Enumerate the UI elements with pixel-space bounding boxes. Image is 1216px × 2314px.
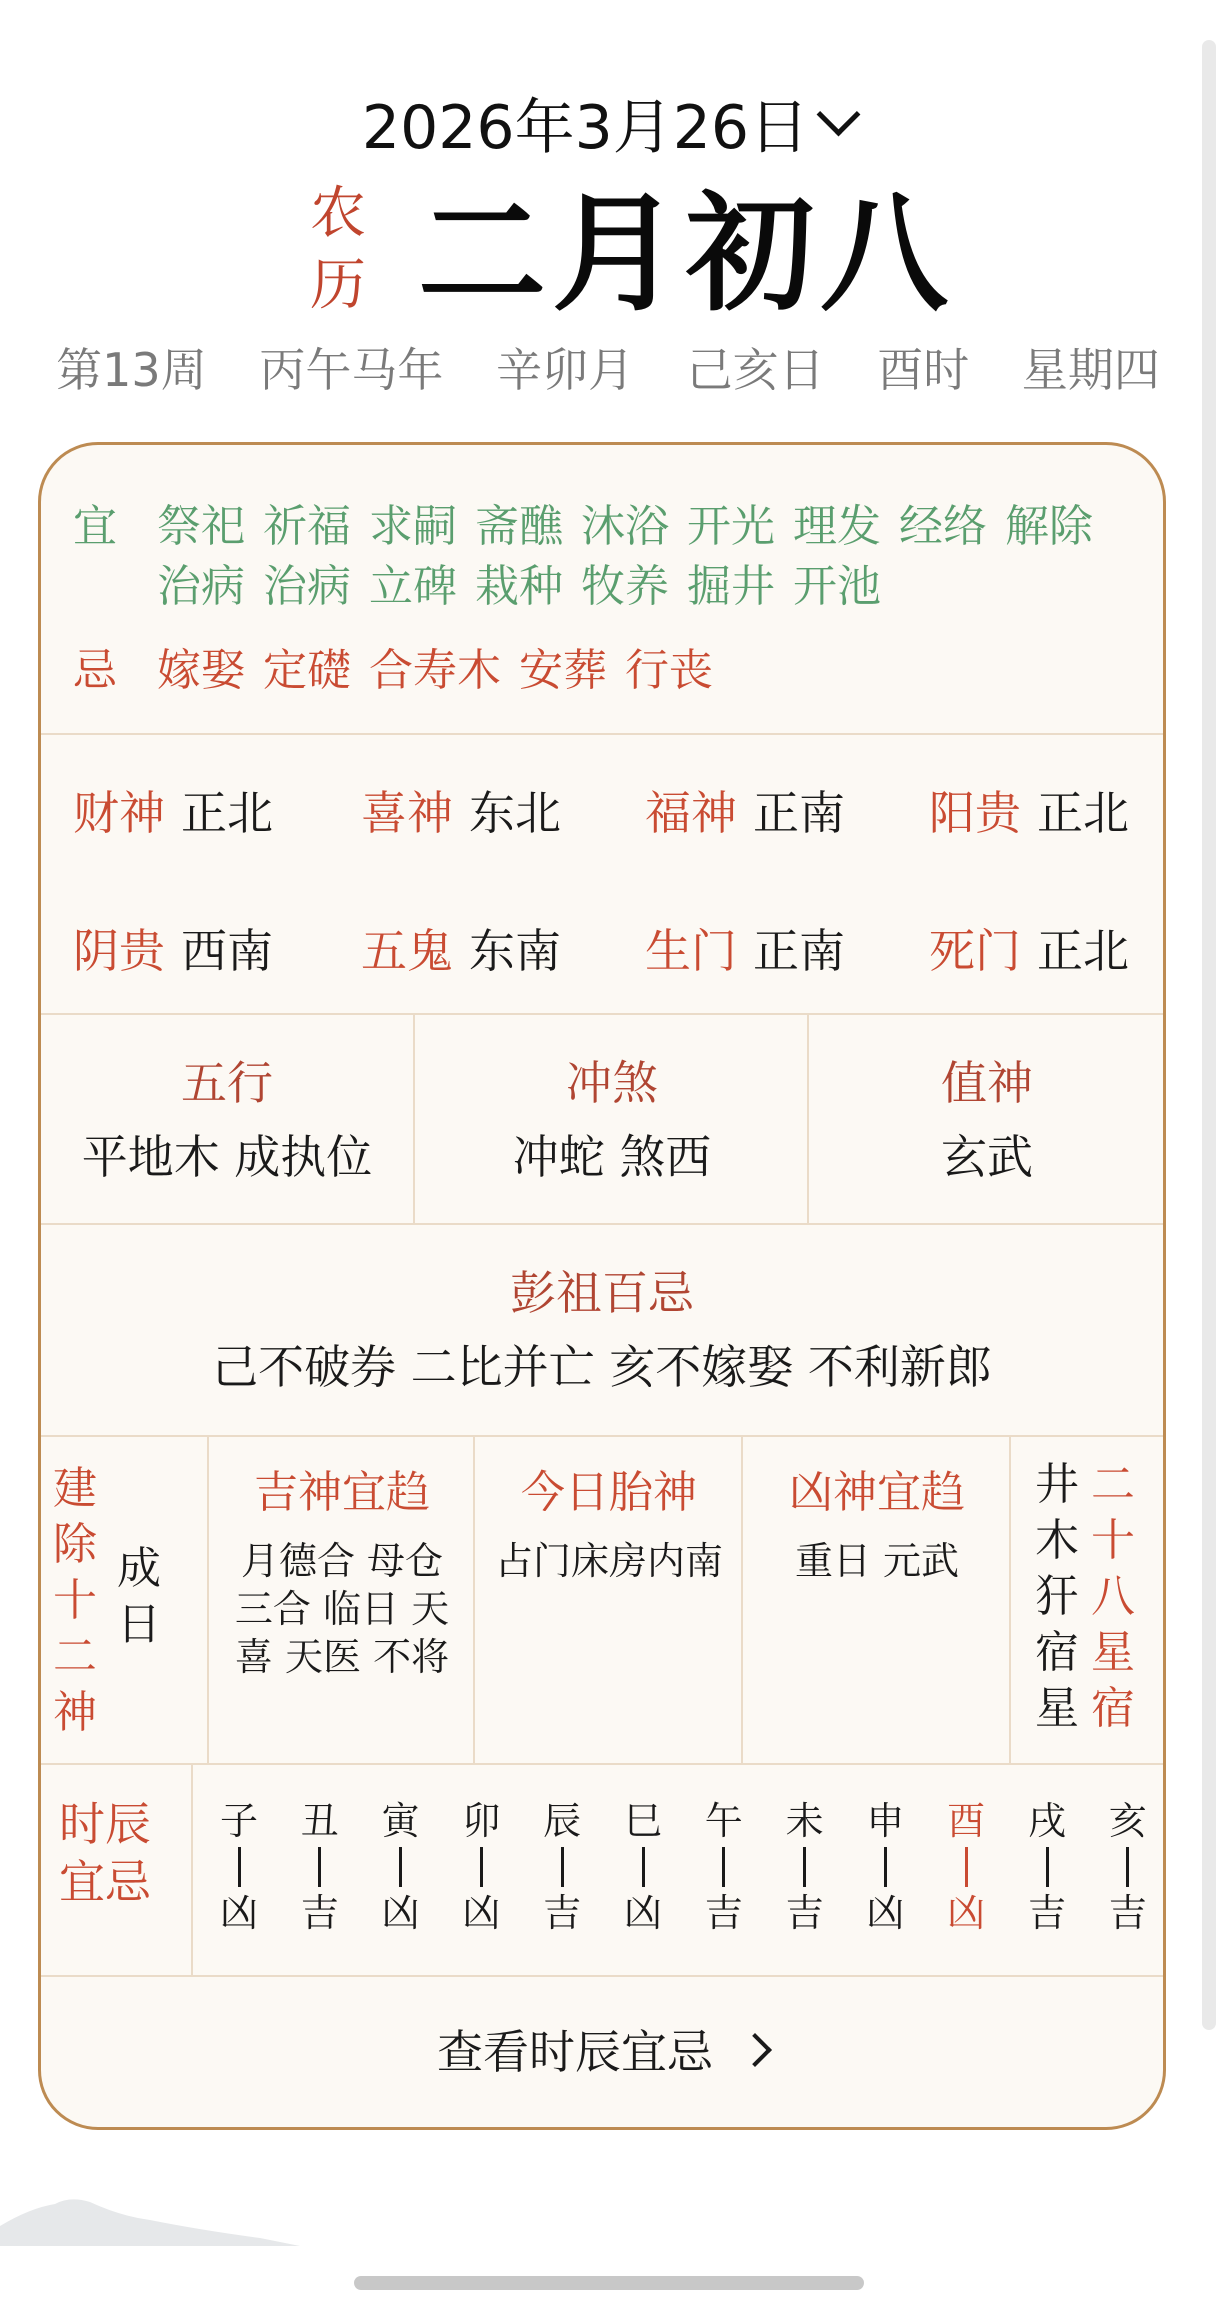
god-direction: 正南 (753, 924, 845, 978)
chevron-down-icon (817, 93, 861, 137)
hour-item (451, 1799, 511, 1935)
pengzu-title: 彭祖百忌 (510, 1266, 694, 1320)
hour-item (209, 1799, 269, 1935)
god-direction-item (929, 783, 1129, 843)
ji-item: 行丧 (625, 645, 713, 696)
gods-directions-section (41, 735, 1163, 1015)
home-indicator[interactable] (354, 2276, 864, 2290)
jianchu-label: 建除十二神 (53, 1463, 97, 1738)
yi-item: 理发 (793, 501, 881, 552)
yi-item: 求嗣 (369, 501, 457, 552)
date-info-line (0, 340, 1216, 400)
date-selector[interactable] (0, 88, 1216, 168)
hour-luck: 吉 (1027, 1891, 1066, 1935)
xiongshen-title: 凶神宜趋 (789, 1467, 965, 1518)
xingxiu-cell (1009, 1437, 1165, 1763)
hour-divider (803, 1847, 806, 1887)
ji-item: 合寿木 (369, 645, 501, 696)
xiongshen-cell (741, 1437, 1011, 1763)
hour-luck: 吉 (785, 1891, 824, 1935)
hour-branch: 未 (785, 1799, 824, 1843)
hour-branch: 寅 (381, 1799, 420, 1843)
yi-item: 沐浴 (581, 501, 669, 552)
hour-branch: 亥 (1108, 1799, 1147, 1843)
hour-item (371, 1799, 431, 1935)
chongsha-title: 冲煞 (566, 1056, 658, 1110)
hour-divider (318, 1847, 321, 1887)
hour-branch: 巳 (623, 1799, 662, 1843)
day-ganzhi: 己亥日 (686, 343, 825, 397)
year-ganzhi: 丙午马年 (259, 343, 444, 397)
hour-divider (480, 1847, 483, 1887)
god-direction: 东北 (469, 786, 561, 840)
hours-section (41, 1765, 1163, 1977)
hour-luck: 凶 (462, 1891, 501, 1935)
god-name: 阳贵 (929, 786, 1021, 840)
hour-divider (965, 1847, 968, 1887)
yiji-section (41, 445, 1163, 735)
god-direction-item (645, 783, 845, 843)
jishen-cell (207, 1437, 475, 1763)
god-direction-item (73, 921, 273, 981)
hour-item (694, 1799, 754, 1935)
yi-items (157, 497, 1157, 617)
hour-item (855, 1799, 915, 1935)
jianchu-value: 成日 (117, 1543, 161, 1650)
hour-divider (561, 1847, 564, 1887)
hour-item (775, 1799, 835, 1935)
lunar-tag-char: 历 (310, 253, 366, 318)
god-direction: 正北 (1037, 786, 1129, 840)
yi-item: 斋醮 (475, 501, 563, 552)
hour-divider (1046, 1847, 1049, 1887)
hour-divider (884, 1847, 887, 1887)
hour-item (1017, 1799, 1077, 1935)
jishen-title: 吉神宜趋 (254, 1467, 430, 1518)
xiongshen-value: 重日 元武 (794, 1539, 960, 1583)
jishen-value: 月德合 母仓 三合 临日 天喜 天医 不将 (234, 1539, 450, 1679)
hour-branch: 子 (219, 1799, 258, 1843)
month-ganzhi: 辛卯月 (495, 343, 634, 397)
yi-item: 牧养 (581, 561, 669, 612)
hour-luck: 凶 (381, 1891, 420, 1935)
week-number: 第13周 (56, 343, 207, 397)
wuxing-value: 平地木 成执位 (81, 1130, 373, 1184)
god-direction: 东南 (469, 924, 561, 978)
wuxing-cell (41, 1015, 413, 1223)
weekday: 星期四 (1021, 343, 1160, 397)
god-name: 财神 (73, 786, 165, 840)
chevron-right-icon (738, 2033, 772, 2067)
yi-item: 祭祀 (157, 501, 245, 552)
hour-divider (399, 1847, 402, 1887)
zhishen-cell (807, 1015, 1165, 1223)
taishen-cell (473, 1437, 743, 1763)
yi-item: 祈福 (263, 501, 351, 552)
hour-luck: 凶 (866, 1891, 905, 1935)
pengzu-section (41, 1225, 1163, 1437)
chongsha-value: 冲蛇 煞西 (512, 1130, 712, 1184)
god-name: 死门 (929, 924, 1021, 978)
taishen-title: 今日胎神 (521, 1467, 697, 1518)
hour-ganzhi: 酉时 (877, 343, 970, 397)
lunar-tag (308, 178, 368, 322)
jianchu-cell (41, 1437, 207, 1763)
chongsha-cell (413, 1015, 809, 1223)
yi-item: 立碑 (369, 561, 457, 612)
hour-divider (642, 1847, 645, 1887)
hour-item (936, 1799, 996, 1935)
god-direction-item (929, 921, 1129, 981)
lunar-tag-char: 农 (310, 181, 366, 246)
wuxing-title: 五行 (181, 1056, 273, 1110)
hour-luck: 吉 (543, 1891, 582, 1935)
yi-item: 开光 (687, 501, 775, 552)
yi-item: 治病 (157, 561, 245, 612)
mountain-decoration (0, 2186, 300, 2246)
yi-item: 经络 (899, 501, 987, 552)
xingxiu-value: 井木犴宿星 (1035, 1459, 1079, 1734)
hour-luck: 吉 (1108, 1891, 1147, 1935)
yi-item: 治病 (263, 561, 351, 612)
hour-item (290, 1799, 350, 1935)
god-name: 福神 (645, 786, 737, 840)
god-name: 五鬼 (361, 924, 453, 978)
view-hours-button[interactable] (41, 1977, 1163, 2127)
solar-date: 2026年3月26日 (361, 93, 810, 163)
yi-item: 栽种 (475, 561, 563, 612)
view-hours-label: 查看时辰宜忌 (437, 2025, 713, 2079)
ji-item: 嫁娶 (157, 645, 245, 696)
ji-items (157, 641, 1057, 701)
hour-item (1098, 1799, 1158, 1935)
hour-branch: 辰 (543, 1799, 582, 1843)
hour-branch: 卯 (462, 1799, 501, 1843)
lunar-date: 二月初八 (418, 180, 955, 329)
ji-item: 安葬 (519, 645, 607, 696)
hour-luck: 凶 (623, 1891, 662, 1935)
god-direction: 正北 (1037, 924, 1129, 978)
hour-luck: 吉 (704, 1891, 743, 1935)
hour-branch: 戌 (1027, 1799, 1066, 1843)
ji-item: 定礎 (263, 645, 351, 696)
hour-luck: 吉 (300, 1891, 339, 1935)
zhishen-title: 值神 (941, 1056, 1033, 1110)
god-direction: 西南 (181, 924, 273, 978)
god-direction: 正北 (181, 786, 273, 840)
god-name: 喜神 (361, 786, 453, 840)
hour-branch: 申 (866, 1799, 905, 1843)
ji-label: 忌 (73, 645, 117, 696)
hour-branch: 午 (704, 1799, 743, 1843)
zhishen-value: 玄武 (941, 1130, 1033, 1184)
hour-branch: 丑 (300, 1799, 339, 1843)
god-name: 生门 (645, 924, 737, 978)
yi-item: 掘井 (687, 561, 775, 612)
almanac-card (38, 442, 1166, 2130)
god-direction-item (361, 921, 561, 981)
yi-item: 开池 (793, 561, 881, 612)
wuxing-chongsha-section (41, 1015, 1163, 1225)
scrollbar[interactable] (1202, 40, 1216, 2030)
god-direction-item (73, 783, 273, 843)
shensha-section (41, 1437, 1163, 1765)
hour-item (532, 1799, 592, 1935)
yi-item: 解除 (1005, 501, 1093, 552)
god-direction-item (645, 921, 845, 981)
pengzu-value: 己不破券 二比并亡 亥不嫁娶 不利新郎 (212, 1340, 992, 1394)
god-direction-item (361, 783, 561, 843)
god-name: 阴贵 (73, 924, 165, 978)
god-direction: 正南 (753, 786, 845, 840)
xingxiu-label: 二十八星宿 (1091, 1459, 1135, 1734)
hour-luck: 凶 (219, 1891, 258, 1935)
yi-label: 宜 (73, 501, 117, 552)
taishen-value: 占门床房内南 (494, 1539, 723, 1583)
hour-item (613, 1799, 673, 1935)
hour-divider (722, 1847, 725, 1887)
hour-divider (238, 1847, 241, 1887)
hour-divider (1126, 1847, 1129, 1887)
hour-luck: 凶 (947, 1891, 986, 1935)
hours-label: 时辰宜忌 (41, 1765, 193, 1975)
hour-branch: 酉 (947, 1799, 986, 1843)
